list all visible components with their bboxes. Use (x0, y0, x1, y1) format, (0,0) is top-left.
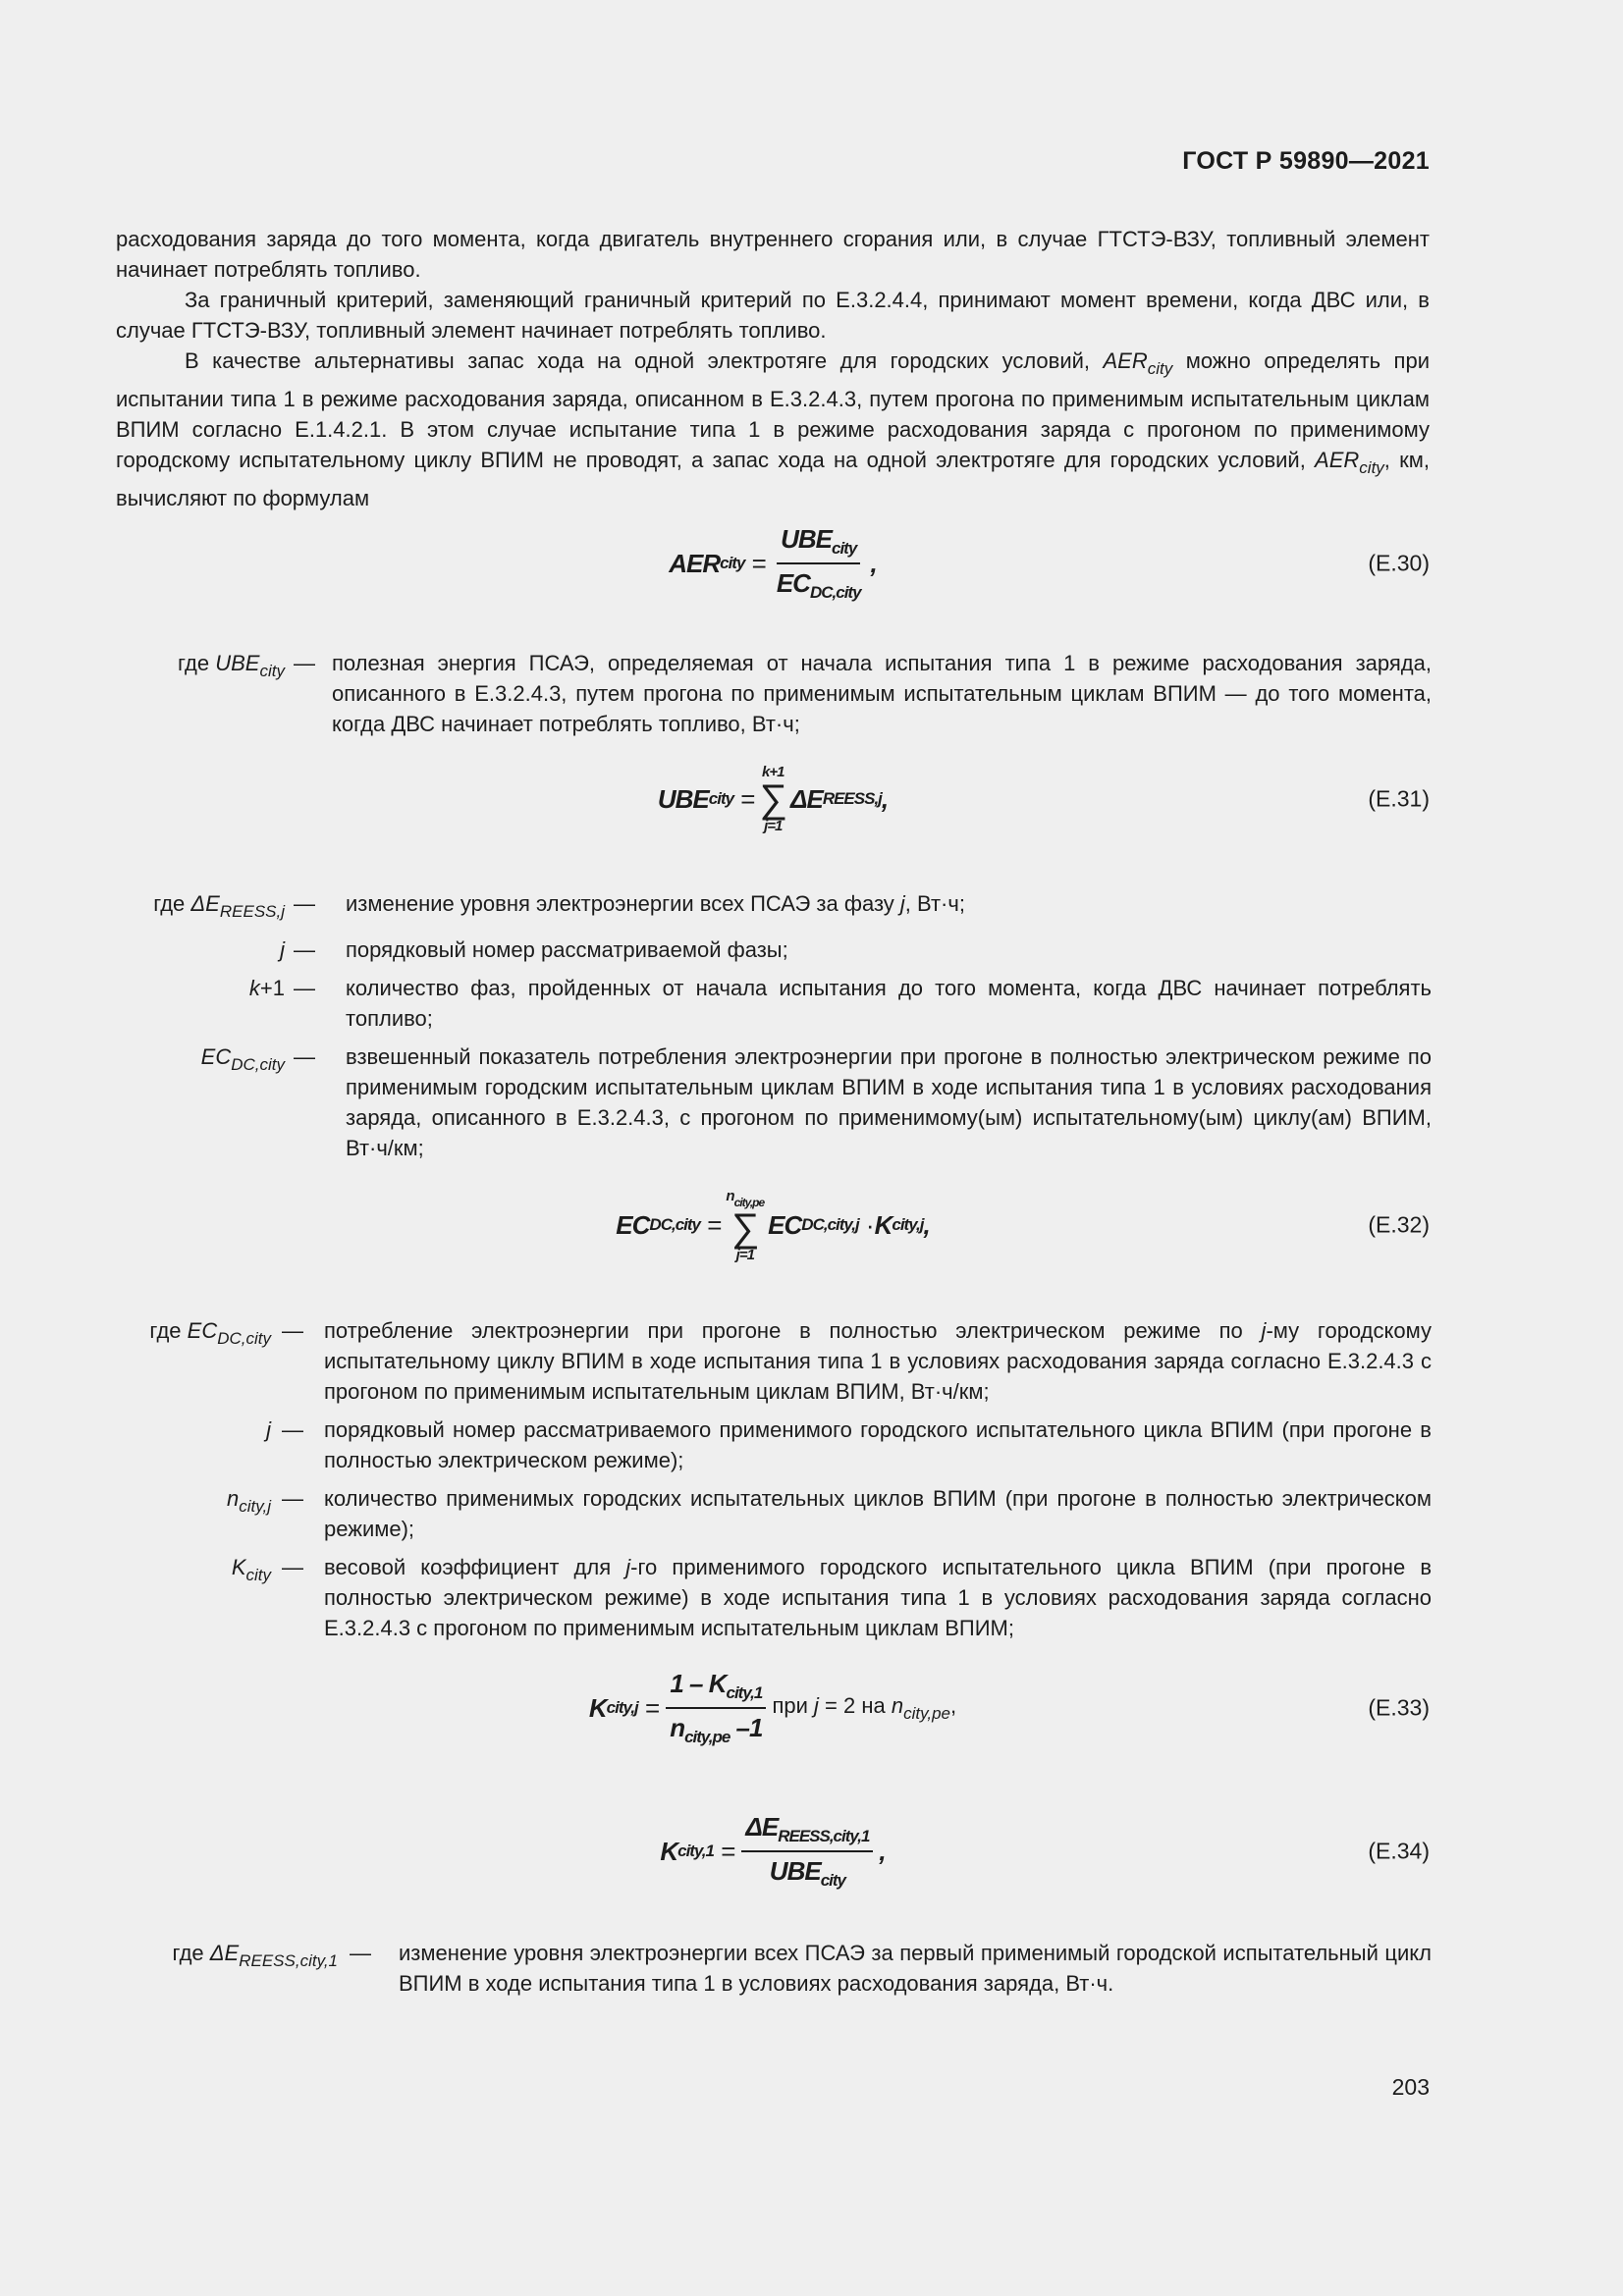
equation-number: (Е.31) (1368, 785, 1430, 812)
intro-text (116, 224, 1430, 513)
intro-paragraph-1: расходования заряда до того момента, когда двигатель внутреннего сгорания или, в случае ГТСТЭ-ВЗУ, топливный элемент начинает потреблять топливо. (116, 227, 1430, 282)
formula-e31: UBE city = k+1 ∑ j=1 ΔE REESS,j , (Е.31) (657, 764, 1430, 834)
summation: k+1 ∑ j=1 (759, 764, 786, 834)
definitions-e31 (116, 888, 1432, 1171)
equation-number: (Е.33) (1368, 1694, 1430, 1721)
definition-row: $n_{city,j}$ — количество применимых городских испытательных циклов ВПИМ (при прогоне в полностью электрическом режиме); (227, 1486, 1432, 1541)
definitions-e30 (116, 648, 1432, 747)
fraction: $\frac{1 - K_{city,1}}{n_{city,pe} -1}$ (666, 1669, 766, 1747)
fraction: $\frac{\Delta E_{REESS,city,1}}{UBE_{city}}$ (741, 1812, 873, 1891)
equation-number: (Е.34) (1368, 1838, 1430, 1864)
definition-row: $K_{city}$ — весовой коэффициент для j-го применимого городского испытательного цикла ВПИМ (при прогоне в полностью электрическом режиме) в ходе испытания типа 1 в условиях расходования заряда согласно Е.3.2.4.3 с прогоном по применимым испытательным циклам ВПИМ; (231, 1555, 1432, 1640)
summation: $n_{city,pe}$ ∑ j=1 (726, 1187, 765, 1263)
definition-row: где $UBE_{city}$ — полезная энергия ПСАЭ, определяемая от начала испытания типа 1 в режиме расходования заряда, описанного в Е.3.2.4.3, путем прогона по применимым испытательным циклам ВПИМ — до того момента, когда ДВС начинает потреблять топливо, Вт·ч; (178, 651, 1432, 736)
fraction: $\frac{UBE_{city}}{EC_{DC,city}}$ (776, 524, 861, 602)
formula-e33: K city,j = $\frac{1 - K_{city,1}}{n_{city,pe} -1}$ при j = 2 на $n_{city,pe}$, (Е.33) (588, 1669, 1430, 1746)
definition-row: $EC_{DC,city}$ — взвешенный показатель потребления электроэнергии при прогоне в полностью электрическом режиме по применимым городским испытательным циклам ВПИМ в ходе испытания типа 1 в условиях расходования заряда, описанного в Е.3.2.4.3, с прогоном по применимому(ым) испытательному(ым) циклу(ам) ВПИМ, Вт·ч/км; (200, 1044, 1432, 1160)
formula-e32: EC DC,city = $n_{city,pe}$ ∑ j=1 EC DC,city,j · K city,j , (Е.32) (616, 1187, 1430, 1263)
definition-row: j — порядковый номер рассматриваемой фазы; (280, 937, 788, 962)
definition-row: где $\Delta E_{REESS,city,1}$ — изменение уровня электроэнергии всех ПСАЭ за первый применимый городской испытательный цикл ВПИМ в ходе испытания типа 1 в условиях расходования заряда, Вт·ч. (172, 1941, 1432, 1996)
intro-paragraph-3: В качестве альтернативы запас хода на одной электротяге для городских условий, $AER_{city}$ можно определять при испытании типа 1 в режиме расходования заряда, описанном в Е.3.2.4.3, путем прогона по применимым испытательным циклам ВПИМ согласно Е.1.4.2.1. В этом случае испытание типа 1 в режиме расходования заряда с прогоном по применимому городскому испытательному циклу ВПИМ не проводят, а запас хода на одной электротяге для городских условий, $AER_{city}$, км, вычисляют по формулам (116, 348, 1430, 510)
definition-row: где $EC_{DC,city}$ — потребление электроэнергии при прогоне в полностью электрическом режиме по j-му городскому испытательному циклу ВПИМ в ходе испытания типа 1 в условиях расходования заряда согласно Е.3.2.4.3 с прогоном по применимым испытательным циклам ВПИМ, Вт·ч/км; (149, 1318, 1432, 1404)
definition-row: j — порядковый номер рассматриваемого применимого городского испытательного цикла ВПИМ (при прогоне в полностью электрическом режиме); (266, 1417, 1432, 1472)
formula-e34: K city,1 = $\frac{\Delta E_{REESS,city,1}}{UBE_{city}}$ , (Е.34) (660, 1812, 1430, 1890)
intro-paragraph-2: За граничный критерий, заменяющий граничный критерий по Е.3.2.4.4, принимают момент времени, когда ДВС или, в случае ГТСТЭ-ВЗУ, топливный элемент начинает потреблять топливо. (116, 288, 1430, 343)
definitions-e34 (116, 1938, 1432, 2006)
page-number: 203 (1391, 2074, 1430, 2100)
document-header: ГОСТ Р 59890—2021 (1182, 147, 1430, 175)
definition-row: k+1 — количество фаз, пройденных от начала испытания до того момента, когда ДВС начинает потреблять топливо; (248, 976, 1432, 1031)
equation-number: (Е.32) (1368, 1211, 1430, 1238)
formula-e30: AER city = $\frac{UBE_{city}}{EC_{DC,city}}$ , (Е.30) (669, 524, 1430, 602)
definitions-e32 (116, 1315, 1432, 1651)
definition-row: где $\Delta E_{REESS,j}$ — изменение уровня электроэнергии всех ПСАЭ за фазу j, Вт·ч; (153, 891, 965, 921)
equation-number: (Е.30) (1368, 550, 1430, 576)
